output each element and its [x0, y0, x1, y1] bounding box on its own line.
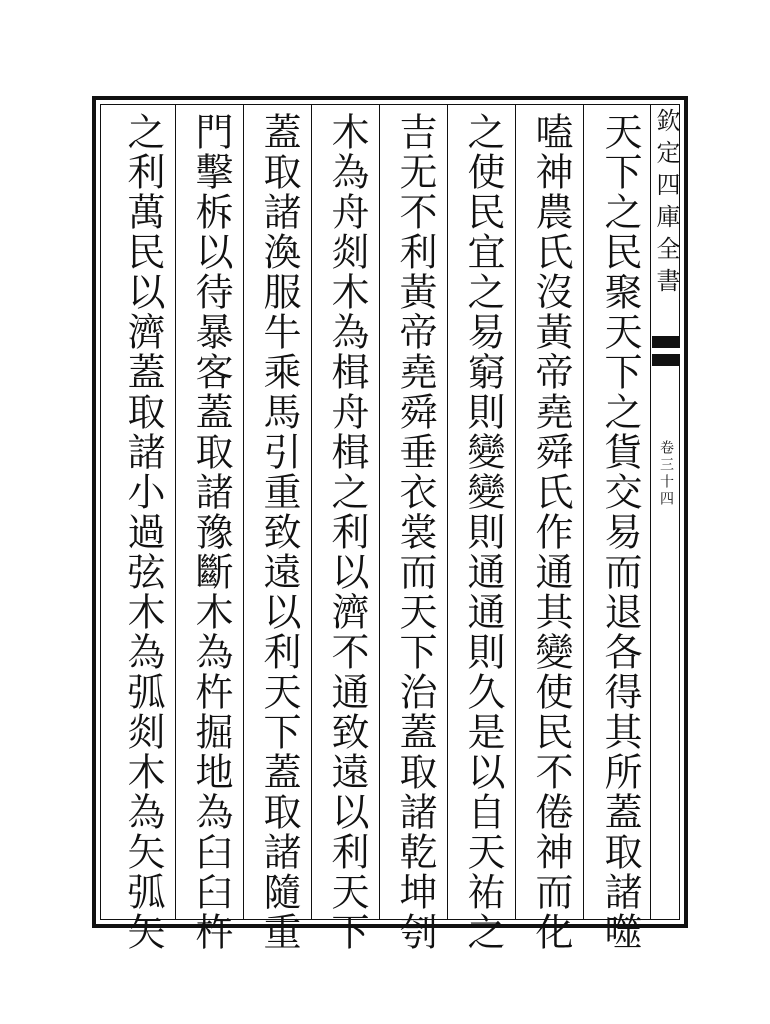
column-divider	[447, 104, 448, 920]
text-column-7: 門擊柝以待暴客蓋取諸豫斷木為杵掘地為臼臼杵	[189, 112, 233, 952]
column-divider	[243, 104, 244, 920]
fish-tail-mark	[652, 336, 680, 366]
column-divider	[583, 104, 584, 920]
text-column-8: 之利萬民以濟蓋取諸小過弦木為弧剡木為矢弧矢	[121, 112, 165, 952]
text-column-4: 吉无不利黃帝堯舜垂衣裳而天下治蓋取諸乾坤刳	[393, 112, 437, 952]
text-column-1: 天下之民聚天下之貨交易而退各得其所蓋取諸噬	[598, 112, 642, 952]
text-column-6: 蓋取諸渙服牛乘馬引重致遠以利天下蓋取諸隨重	[257, 112, 301, 952]
text-column-3: 之使民宜之易窮則變變則通通則久是以自天祐之	[461, 112, 505, 952]
text-column-2: 嗑神農氏沒黃帝堯舜氏作通其變使民不倦神而化	[529, 112, 573, 952]
column-divider	[515, 104, 516, 920]
column-divider	[311, 104, 312, 920]
column-divider	[175, 104, 176, 920]
edge-title: 欽定四庫全書	[652, 108, 680, 300]
column-divider	[379, 104, 380, 920]
text-column-5: 木為舟剡木為楫舟楫之利以濟不通致遠以利天下	[325, 112, 369, 952]
edge-volume-label: 卷三十四	[658, 440, 674, 508]
edge-strip-divider	[650, 104, 651, 920]
